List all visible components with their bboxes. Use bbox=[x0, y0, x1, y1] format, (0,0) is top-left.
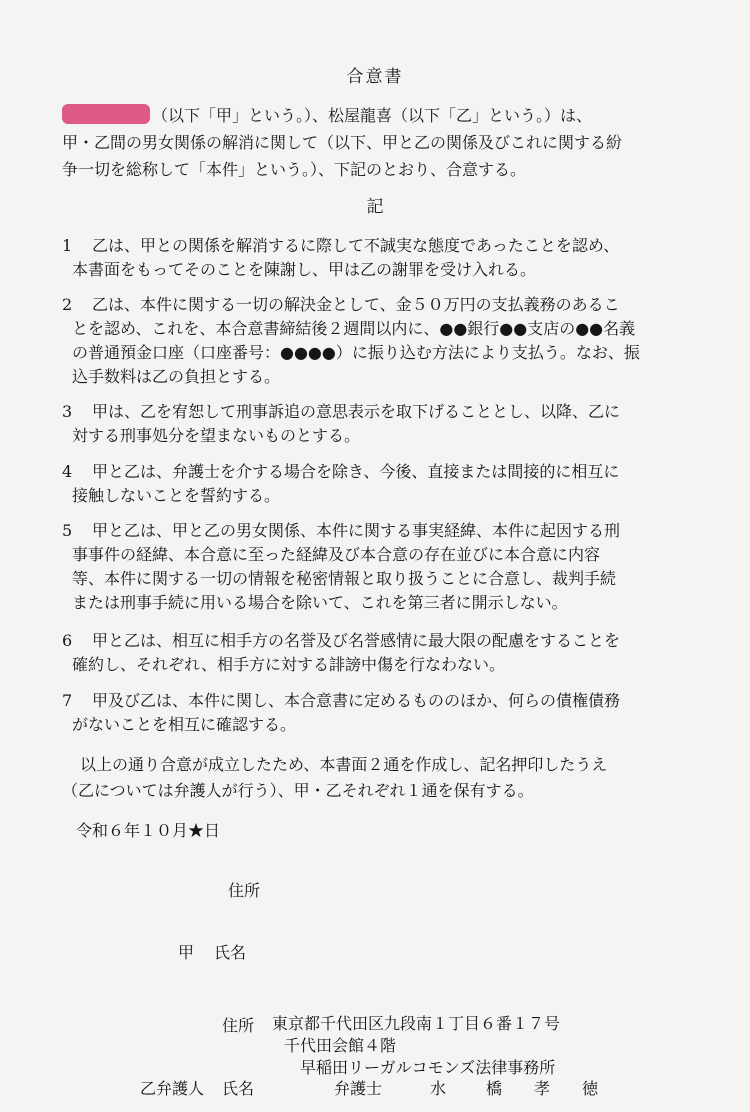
party-b-role-label: 乙弁護人 bbox=[140, 1079, 205, 1098]
lawyer-name-char: 孝 bbox=[534, 1079, 551, 1098]
clause-text: 甲は、乙を宥恕して刑事訴追の意思表示を取下げることとし、以降、乙に bbox=[92, 402, 621, 421]
lawyer-title: 弁護士 bbox=[334, 1079, 383, 1098]
clause-number: 6 bbox=[62, 631, 73, 650]
party-b-address bbox=[272, 1013, 560, 1079]
clause-text: 本書面をもってそのことを陳謝し、甲は乙の謝罪を受け入れる。 bbox=[72, 260, 537, 279]
lawyer-name-char: 水 bbox=[430, 1079, 447, 1098]
ki-heading: 記 bbox=[366, 197, 384, 217]
clause-text: 甲と乙は、相互に相手方の名誉及び名誉感情に最大限の配慮をすることを bbox=[92, 631, 621, 650]
document-title: 合意書 bbox=[346, 67, 404, 87]
clause-6 bbox=[62, 629, 702, 677]
clause-7 bbox=[62, 689, 702, 737]
clause-text: 確約し、それぞれ、相手方に対する誹謗中傷を行なわない。 bbox=[72, 655, 505, 674]
party-b-name-label: 氏名 bbox=[222, 1079, 255, 1098]
clause-number: 7 bbox=[62, 691, 73, 710]
clause-text: 甲及び乙は、本件に関し、本合意書に定めるもののほか、何らの債権債務 bbox=[92, 691, 621, 710]
preamble-line-3: 争一切を総称して「本件」という。）、下記のとおり、合意する。 bbox=[62, 160, 527, 179]
clause-number: 3 bbox=[62, 402, 73, 421]
closing-paragraph bbox=[62, 752, 702, 804]
party-a-label: 甲 bbox=[178, 943, 195, 962]
clause-4 bbox=[62, 460, 702, 508]
agreement-date: 令和６年１０月★日 bbox=[76, 821, 221, 840]
clause-number: 2 bbox=[62, 295, 73, 314]
clause-1 bbox=[62, 234, 702, 282]
party-b-address-line-2: 千代田会館４階 bbox=[284, 1036, 397, 1055]
clause-text: 対する刑事処分を望まないものとする。 bbox=[72, 426, 361, 445]
party-a-address-label: 住所 bbox=[228, 881, 261, 900]
party-b-address-label: 住所 bbox=[222, 1016, 255, 1035]
clause-2 bbox=[62, 293, 702, 389]
clause-text: 込手数料は乙の負担とする。 bbox=[72, 367, 281, 386]
clause-text: 等、本件に関する一切の情報を秘密情報と取り扱うことに合意し、裁判手続 bbox=[72, 569, 617, 588]
preamble-line-2: 甲・乙間の男女関係の解消に関して（以下、甲と乙の関係及びこれに関する紛 bbox=[62, 133, 623, 152]
clause-text: 接触しないことを誓約する。 bbox=[72, 486, 281, 505]
clause-text: 甲と乙は、弁護士を介する場合を除き、今後、直接または間接的に相互に bbox=[92, 462, 620, 481]
clause-text: の普通預金口座（口座番号：●●●●）に振り込む方法により支払う。なお、振 bbox=[72, 343, 640, 362]
clause-number: 1 bbox=[62, 236, 73, 255]
clause-text: 乙は、甲との関係を解消するに際して不誠実な態度であったことを認め、 bbox=[92, 236, 620, 255]
clause-text: とを認め、これを、本合意書締結後２週間以内に、●●銀行●●支店の●●名義 bbox=[72, 319, 636, 338]
redacted-name bbox=[62, 104, 150, 124]
lawyer-name-char: 徳 bbox=[582, 1079, 599, 1098]
closing-line-2: （乙については弁護人が行う）、甲・乙それぞれ１通を保有する。 bbox=[62, 781, 534, 800]
closing-line-1: 以上の通り合意が成立したため、本書面２通を作成し、記名押印したうえ bbox=[80, 755, 608, 774]
party-b-address-line-1: 東京都千代田区九段南１丁目６番１７号 bbox=[272, 1014, 561, 1033]
clause-3 bbox=[62, 400, 702, 448]
clause-number: 4 bbox=[62, 462, 73, 481]
clause-number: 5 bbox=[62, 521, 73, 540]
law-firm-name: 早稲田リーガルコモンズ法律事務所 bbox=[300, 1058, 556, 1077]
clause-text: 事事件の経緯、本合意に至った経緯及び本合意の存在並びに本合意に内容 bbox=[72, 545, 601, 564]
clause-text: 乙は、本件に関する一切の解決金として、金５０万円の支払義務のあるこ bbox=[92, 295, 620, 314]
party-a-name-row bbox=[178, 940, 246, 963]
lawyer-name-char: 橋 bbox=[486, 1079, 503, 1098]
clause-5 bbox=[62, 519, 702, 615]
preamble-line-1: （以下「甲」という。）、松屋龍喜（以下「乙」という。）は、 bbox=[62, 102, 702, 129]
preamble bbox=[62, 102, 702, 183]
party-a-name-label: 氏名 bbox=[214, 943, 247, 962]
clause-text: がないことを相互に確認する。 bbox=[72, 715, 297, 734]
clause-text: または刑事手続に用いる場合を除いて、これを第三者に開示しない。 bbox=[72, 593, 568, 612]
clause-text: 甲と乙は、甲と乙の男女関係、本件に関する事実経緯、本件に起因する刑 bbox=[92, 521, 621, 540]
